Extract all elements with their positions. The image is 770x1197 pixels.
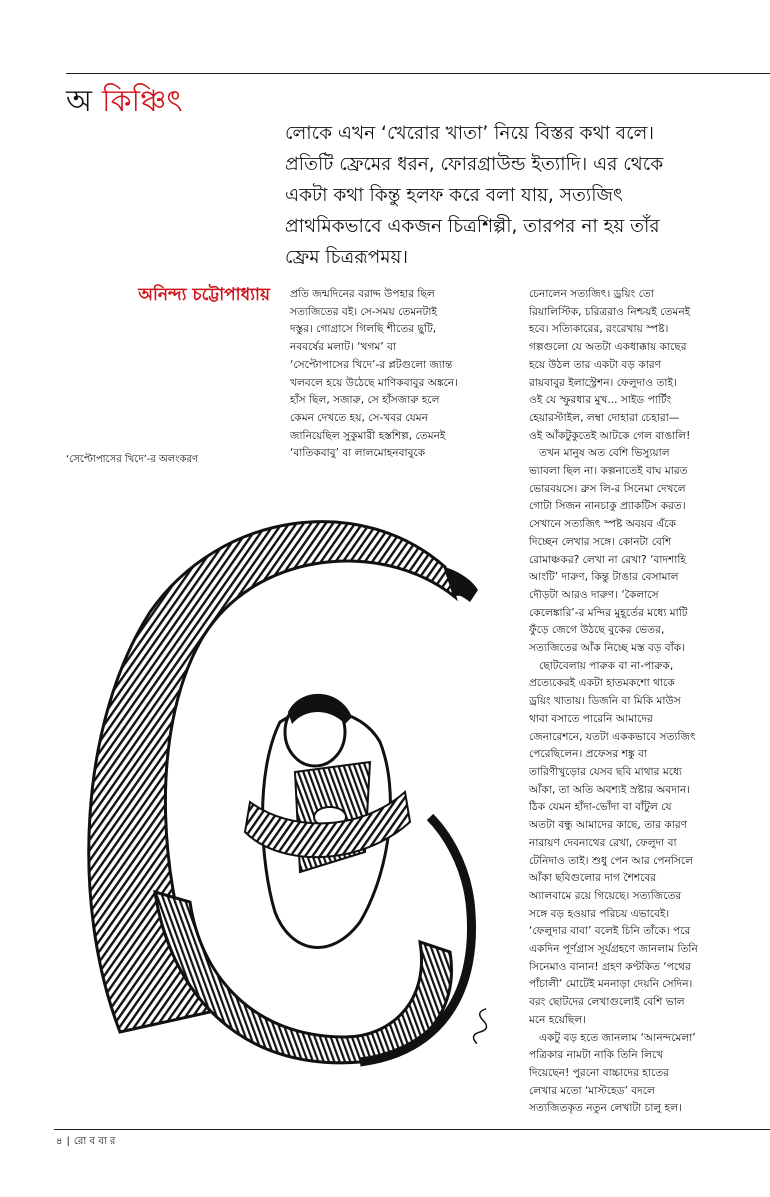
body-line: হবে। সত্যিকারের, রংরেখায় স্পষ্ট।: [529, 323, 669, 336]
illustration-caption: ‘সেপ্টোপাসের খিদে’-র অলংকরণ: [66, 454, 198, 465]
body-line: রোমাঞ্চকর? লেখা না রেখা? ‘বাদশাহি: [529, 553, 686, 566]
body-line: অ্যালবামে রয়ে গিয়েছে। সত্যজিতের: [529, 889, 682, 902]
body-line: রিয়ালিস্টিক, চরিত্ররাও নিশ্চয়ই তেমনই: [529, 305, 691, 318]
body-line: ভোরবয়সে। ব্রুস লি-র সিনেমা দেখলে: [529, 482, 686, 495]
body-line: গল্পগুলো যে অতটা একধাক্কায় কাছের: [529, 341, 687, 354]
body-line: দিচ্ছেন লেখার সঙ্গে। কোনটা বেশি: [529, 535, 672, 548]
body-line: তারিণীখুড়োর যেসব ছবি মাথার মধ্যে: [529, 765, 682, 778]
body-line: মনে হয়েছিল।: [529, 1013, 587, 1026]
body-line: প্রতি জন্মদিনের বরাদ্দ উপহার ছিল: [290, 288, 435, 300]
body-line: লেখার মতো ‘মাস্টহেড’ বদলে: [529, 1084, 655, 1097]
body-line: সেখানে সত্যজিৎ স্পষ্ট অবয়ব এঁকে: [529, 518, 677, 531]
body-line: খলবলে হয়ে উঠেছে মাণিকবাবুর অঙ্কনে।: [290, 376, 458, 389]
body-line: থাবা বসাতে পারেনি আমাদের: [529, 712, 653, 725]
top-rule: [66, 73, 770, 74]
body-line: পত্রিকার নামটা নাকি তিনি লিখে: [529, 1049, 664, 1062]
bottom-rule: [54, 1129, 770, 1130]
intro-line: একটা কথা কিন্তু হলফ করে বলা যায়, সত্যজিৎ: [285, 185, 623, 206]
intro-line: লোকে এখন ‘খেরোর খাতা’ নিয়ে বিস্তর কথা বলে।: [285, 123, 654, 144]
body-line: সত্যজিতকৃত নতুন লেখাটা চালু হল।: [529, 1102, 682, 1115]
body-line: ছোটবেলায় পারুক বা না-পারুক,: [539, 659, 674, 672]
body-line: পেরেছিলেন। প্রফেসর শঙ্কু বা: [529, 748, 647, 761]
page-footer: [56, 1134, 115, 1150]
body-line: ড্রয়িং খাতায়। ডিজনি বা মিকি মাউস: [529, 695, 681, 708]
body-line: সত্যজিতের আঁক নিচ্ছে মস্ত বড় বাঁক।: [529, 642, 685, 655]
body-line: তখন মানুষ অত বেশি ভিস্যুয়াল: [539, 447, 670, 460]
body-line: হয়ে উঠল তার একটা বড় কারণ: [529, 358, 662, 371]
body-line: দিয়েছেন! পুরনো বাচ্চাদের হাতের: [529, 1066, 669, 1079]
body-line: জানিয়েছিল সুকুমারী হস্তশিল্প, তেমনই: [290, 429, 446, 442]
body-line: ফুঁড়ে জেগে উঠছে বুকের ভেতর,: [529, 624, 665, 637]
body-line: প্রত্যেকেরই একটা হাতমকশো থাকে: [529, 677, 675, 690]
body-line: হেয়ারস্টাইল, লম্বা দোহারা চেহারা—: [529, 411, 680, 424]
article-column-1: [290, 286, 512, 463]
body-line: সঙ্গে বড় হওয়ার পরিচয় এভাবেই।: [529, 907, 670, 920]
body-line: সিনেমাও বানান! গ্রহণ কণ্টকিত ‘পথের: [529, 960, 691, 973]
article-column-2: [529, 286, 761, 1118]
body-line: আঁকা ছবিগুলোর দাগ শৈশবের: [529, 872, 657, 885]
body-line: কেমন দেখতে হয়, সে-খবর যেমন: [290, 411, 428, 424]
body-line: ওই যে স্ফুরধার মুখ... সাইড পার্টিং: [529, 394, 672, 407]
body-line: ঠিক যেমন হাঁদা-ভোঁদা বা বাঁটুল যে: [529, 801, 672, 814]
body-line: সত্যজিতের বই। সে-সময় তেমনটাই: [290, 305, 437, 318]
body-line: একদিন পূর্ণগ্রাস সূর্যগ্রহণে জানলাম তিনি: [529, 943, 698, 956]
intro-blurb: [285, 118, 753, 273]
intro-line: প্রাথমিকভাবে একজন চিত্রশিল্পী, তারপর না হয় তাঁর: [285, 216, 660, 237]
body-line: ‘সেপ্টোপাসের খিদে’-র প্লটগুলো জ্যান্ত: [290, 358, 453, 371]
body-line: পাঁচালী’ মোটেই মননাড়া দেয়নি সেদিন।: [529, 978, 693, 991]
footer-separator: |: [66, 1136, 70, 1147]
body-line: হাঁস ছিল, সজারু, সে হাঁসজারু হলে: [290, 394, 440, 407]
body-line: নববর্ষের মলাট। ‘খগম’ বা: [290, 341, 397, 354]
body-line: আংটি’ দারুণ, কিন্তু টাঙার বেসামাল: [529, 571, 679, 584]
body-line: চেনালেন সত্যজিৎ। ড্রয়িং তো: [529, 288, 654, 300]
body-line: অতটা বন্ধু আমাদের কাছে, তার কারণ: [529, 819, 688, 832]
body-line: একটু বড় হতে জানলাম ‘আনন্দমেলা’: [539, 1031, 696, 1044]
body-line: কেলেঙ্কারি’-র মন্দির মুহূর্তের মধ্যে মাটি: [529, 606, 688, 619]
septopus-illustration: [60, 472, 530, 1104]
body-line: ‘ফেলুদার বাবা’ বলেই চিনি তাঁকে। পরে: [529, 925, 691, 938]
body-line: দস্তুর। গোগ্রাসে গিলছি শীতের ছুটি,: [290, 323, 437, 336]
section-title: কিঞ্চিৎ: [101, 84, 183, 119]
artist-signature-icon: [472, 1008, 491, 1045]
body-line: ভ্যাবলা ছিল না। কল্পনাতেই বাঘ মারত: [529, 465, 688, 478]
body-line: রায়বাবুর ইলাস্ট্রেশন। ফেলুদাও তাই।: [529, 376, 677, 389]
body-line: ‘বাতিকবাবু’ বা লালমোহনবাবুকে: [290, 447, 426, 460]
body-line: জেনারেশনে, যতটা এককভাবে সত্যজিৎ: [529, 730, 696, 743]
body-line: গোটা সিজন নানচাকু প্র্যাকটিস করত।: [529, 500, 686, 513]
body-line: টেনিদাও তাই। শুধু পেন আর পেনসিলে: [529, 854, 694, 867]
section-heading: [66, 82, 182, 122]
body-line: ওই আঁকটুকুতেই আটকে গেল বাঙালি!: [529, 429, 691, 442]
body-line: বরং ছোটদের লেখাগুলোই বেশি ভাল: [529, 996, 685, 1009]
intro-line: ফ্রেম চিত্ররূপময়।: [285, 247, 409, 268]
body-line: নারায়ণ দেবনাথের রেখা, ফেলুদা বা: [529, 836, 677, 849]
section-prefix: অ: [66, 84, 92, 119]
body-line: দৌড়টা আরও দারুণ। ‘কৈলাসে: [529, 588, 659, 601]
body-line: আঁকা, তা অতি অবশ্যই স্রষ্টার অবদান।: [529, 783, 691, 796]
intro-line: প্রতিটি ফ্রেমের ধরন, ফোরগ্রাউন্ড ইত্যাদি। এর থেকে: [285, 154, 664, 175]
author-byline: অনিন্দ্য চট্টোপাধ্যায়: [138, 285, 270, 305]
magazine-name: রো ব বা র: [73, 1136, 116, 1147]
page-number: ৪: [56, 1136, 63, 1147]
